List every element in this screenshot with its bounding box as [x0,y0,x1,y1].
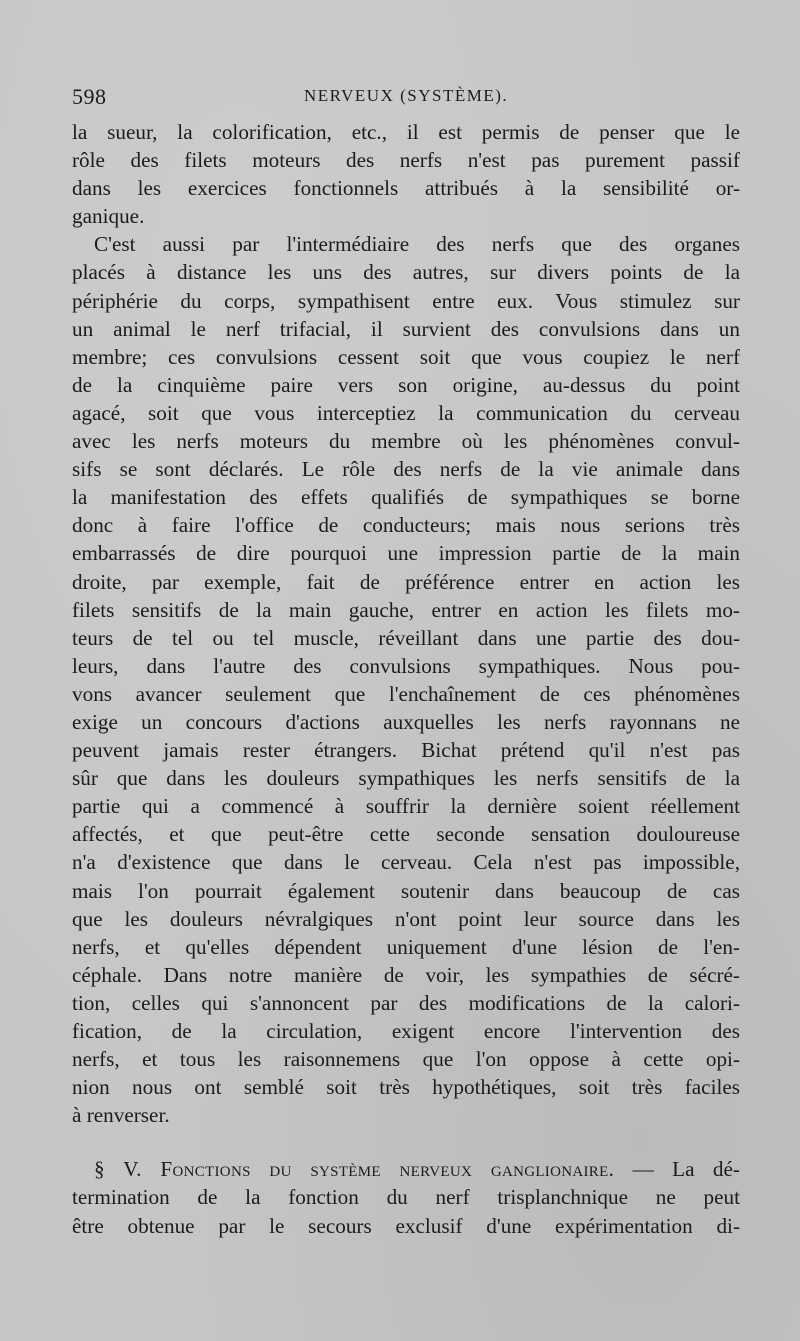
body-text [72,118,740,1240]
paragraph-2 [72,230,740,1129]
text-line: que les douleurs névralgiques n'ont point leur source dans les [72,906,740,931]
running-head [72,84,740,112]
text-line: leurs, dans l'autre des convulsions sympathiques. Nous pou- [72,653,740,678]
text-line: sifs se sont déclarés. Le rôle des nerfs de la vie animale dans [72,457,740,482]
section-v [72,1155,740,1239]
text-line: vons avancer seulement que l'enchaînement de ces phénomènes [72,681,740,706]
text-line: partie qui a commencé à souffrir la dernière soient réellement [72,794,740,819]
section-gap [72,1129,740,1155]
text-line: de la cinquième paire vers son origine, au-dessus du point [72,372,740,397]
text-line: nerfs, et tous les raisonnemens que l'on oppose à cette opi- [72,1047,740,1072]
text-line: filets sensitifs de la main gauche, entrer en action les filets mo- [72,597,740,622]
text-line: C'est aussi par l'intermédiaire des nerfs que des organes [94,232,740,257]
text-line: périphérie du corps, sympathisent entre eux. Vous stimulez sur [72,288,740,313]
text-line: n'a d'existence que dans le cerveau. Cela n'est pas impossible, [72,850,740,875]
text-line: céphale. Dans notre manière de voir, les sympathies de sécré- [72,962,740,987]
text-line: à renverser. [72,1103,170,1128]
text-line: fication, de la circulation, exigent encore l'intervention des [72,1019,740,1043]
section-heading-line [72,1155,740,1183]
text-line: ganique. [72,204,145,229]
text-line: peuvent jamais rester étrangers. Bichat prétend qu'il n'est pas [72,738,740,763]
text-line: membre; ces convulsions cessent soit que vous coupiez le nerf [72,344,740,369]
text-line: la manifestation des effets qualifiés de sympathiques se borne [72,485,740,510]
text-fragment: — La dé- [614,1157,740,1182]
section-heading: § V. Fonctions du système nerveux ganglionaire. [94,1157,615,1182]
text-line: affectés, et que peut-être cette seconde sensation douloureuse [72,822,740,847]
text-line: être obtenue par le secours exclusif d'une expérimentation di- [72,1213,740,1238]
text-line: donc à faire l'office de conducteurs; mais nous serions très [72,513,740,538]
text-line: un animal le nerf trifacial, il survient des convulsions dans un [72,316,740,341]
text-line: la sueur, la colorification, etc., il est permis de penser que le [72,120,740,144]
text-line: nion nous ont semblé soit très hypothétiques, soit très faciles [72,1075,740,1100]
page-number: 598 [72,84,107,109]
text-line: embarrassés de dire pourquoi une impression partie de la main [72,541,740,566]
text-line: rôle des filets moteurs des nerfs n'est pas purement passif [72,148,740,173]
text-line: agacé, soit que vous interceptiez la communication du cerveau [72,400,740,425]
text-line: termination de la fonction du nerf trisplanchnique ne peut [72,1185,740,1210]
text-line: avec les nerfs moteurs du membre où les phénomènes convul- [72,429,740,454]
text-line: nerfs, et qu'elles dépendent uniquement d'une lésion de l'en- [72,934,740,959]
text-line: tion, celles qui s'annoncent par des modifications de la calori- [72,990,740,1015]
text-line: dans les exercices fonctionnels attribués à la sensibilité or- [72,176,740,201]
running-title: NERVEUX (SYSTÈME). [304,86,509,105]
text-line: mais l'on pourrait également soutenir dans beaucoup de cas [72,878,740,903]
text-line: droite, par exemple, fait de préférence entrer en action les [72,569,740,594]
text-line: exige un concours d'actions auxquelles les nerfs rayonnans ne [72,709,740,734]
text-line: teurs de tel ou tel muscle, réveillant dans une partie des dou- [72,625,740,650]
text-line: placés à distance les uns des autres, sur divers points de la [72,260,740,285]
text-line: sûr que dans les douleurs sympathiques les nerfs sensitifs de la [72,766,740,791]
paragraph-1 [72,118,740,230]
